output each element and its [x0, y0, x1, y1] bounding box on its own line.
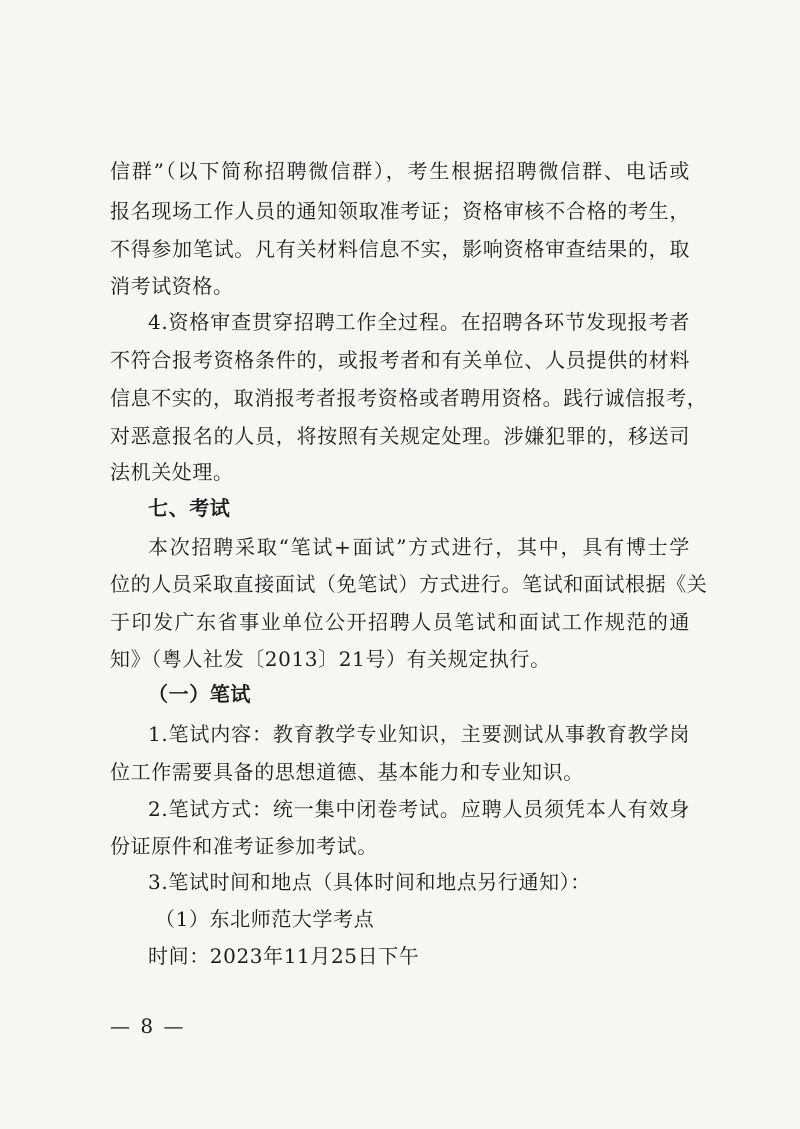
- text-line: 份证原件和准考证参加考试。: [110, 834, 378, 858]
- subsection-heading: （一）笔试: [148, 682, 251, 706]
- section-heading: 七、考试: [148, 496, 231, 520]
- text-line: 时间：2023年11月25日下午: [148, 944, 420, 968]
- text-line: 报名现场工作人员的通知领取准考证；资格审核不合格的考生，: [110, 199, 690, 223]
- text-line: 信息不实的，取消报考者报考资格或者聘用资格。践行诚信报考，: [110, 386, 708, 410]
- text-line: 本次招聘采取“笔试+面试”方式进行，其中，具有博士学: [148, 535, 690, 559]
- text-line: 4.资格审查贯穿招聘工作全过程。在招聘各环节发现报考者: [148, 310, 690, 334]
- text-line: 对恶意报名的人员，将按照有关规定处理。涉嫌犯罪的，移送司: [110, 424, 690, 448]
- text-line: 1.笔试内容：教育教学专业知识，主要测试从事教育教学岗: [148, 722, 690, 746]
- text-line: 消考试资格。: [110, 274, 234, 298]
- text-line: 2.笔试方式：统一集中闭卷考试。应聘人员须凭本人有效身: [148, 797, 690, 821]
- text-line: （1）东北师范大学考点: [155, 907, 375, 931]
- text-line: 不符合报考资格条件的，或报考者和有关单位、人员提供的材料: [110, 348, 690, 372]
- text-line: 于印发广东省事业单位公开招聘人员笔试和面试工作规范的通: [110, 610, 690, 634]
- text-line: 不得参加笔试。凡有关材料信息不实，影响资格审查结果的，取: [110, 237, 690, 261]
- text-line: 信群”（以下简称招聘微信群），考生根据招聘微信群、电话或: [110, 159, 690, 183]
- text-line: 位的人员采取直接面试（免笔试）方式进行。笔试和面试根据《关: [110, 572, 708, 596]
- page-number: — 8 —: [110, 1014, 186, 1038]
- text-line: 位工作需要具备的思想道德、基本能力和专业知识。: [110, 760, 584, 784]
- text-line: 法机关处理。: [110, 460, 234, 484]
- text-line: 3.笔试时间和地点（具体时间和地点另行通知）：: [148, 870, 591, 894]
- text-line: 知》（粤人社发〔2013〕21号）有关规定执行。: [110, 647, 551, 671]
